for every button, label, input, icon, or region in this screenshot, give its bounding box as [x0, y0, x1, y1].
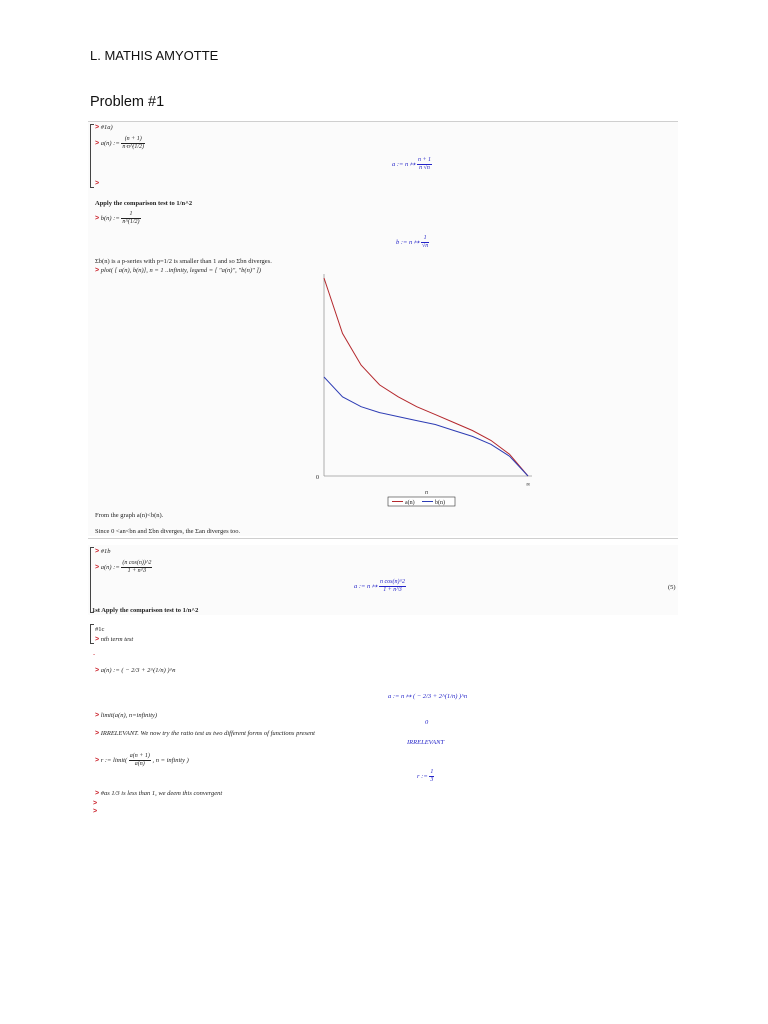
- divider: [88, 121, 678, 122]
- prompt-marker[interactable]: >: [95, 267, 100, 274]
- output-c: a := n ↦ ( − 2/3 + 2^(1/n) )^n: [388, 693, 468, 700]
- prompt-marker[interactable]: >: [95, 548, 100, 555]
- empty-prompt[interactable]: >: [93, 808, 98, 815]
- conclusion-a: Since 0 <an<bn and Σbn diverges, the Σan diverges too.: [95, 528, 241, 535]
- limit-command[interactable]: > limit(a(n), n=infinity): [95, 712, 158, 719]
- graph-note: From the graph a(n)<b(n).: [95, 512, 164, 519]
- author-name: L. MATHIS AMYOTTE: [90, 48, 219, 63]
- final-note[interactable]: > #as 1/3 is less than 1, we deem this convergent: [95, 790, 223, 797]
- prompt-marker[interactable]: >: [95, 563, 100, 571]
- problem-title: Problem #1: [90, 94, 165, 110]
- irrelevant-output: IRRELEVANT: [407, 739, 445, 746]
- series-line-a: [324, 278, 528, 476]
- input-def-c[interactable]: > a(n) := ( − 2/3 + 2^(1/n) )^n: [95, 667, 176, 674]
- input-def-a[interactable]: > a(n) := $\frac{(n + 1)}{n\cdot n\^{}(1/2)}$: [95, 136, 145, 150]
- prompt-marker[interactable]: >: [95, 214, 100, 222]
- output-a: a := n ↦ $\frac{n + 1}{n √n}$: [392, 157, 432, 171]
- origin-label: 0: [316, 475, 319, 481]
- x-end-label: ∞: [526, 482, 531, 488]
- legend-label-b: b(n): [435, 500, 445, 506]
- empty-prompt[interactable]: >: [93, 800, 98, 807]
- root-test-line[interactable]: > nth term test: [95, 636, 134, 643]
- exec-group-bracket: [90, 124, 94, 188]
- ratio-command[interactable]: > r := limit( $\frac{a(n + 1)}{a(n)}$ , n = infinity ): [95, 753, 189, 767]
- x-axis-label: n: [425, 490, 428, 496]
- legend-label-a: a(n): [405, 500, 415, 506]
- ratio-output: r := $\frac{1}{3}$: [417, 769, 434, 783]
- fraction: $\frac{(n + 1)}{n\cdot n\^{}(1/2)}$: [122, 136, 145, 150]
- input-def-b2[interactable]: > a(n) := $\frac{\text{(n cos(n))\textasciicircum{}2}}{1 + n\^{}3}$: [95, 560, 152, 574]
- series-line-b: [324, 377, 528, 476]
- limit-output: 0: [425, 719, 429, 726]
- prompt-marker[interactable]: >: [95, 139, 100, 147]
- part-label[interactable]: #1a): [100, 124, 113, 131]
- prompt-marker[interactable]: >: [95, 756, 100, 764]
- output-b: b := n ↦ $\frac{1}{√n}$: [396, 235, 429, 249]
- part-c-label: #1c: [95, 626, 105, 633]
- plot-a-vs-b: [300, 272, 550, 512]
- prompt-marker[interactable]: >: [95, 730, 100, 737]
- prompt-marker[interactable]: >: [95, 712, 100, 719]
- empty-prompt-marker[interactable]: -: [93, 651, 96, 658]
- prompt-marker[interactable]: >: [95, 636, 100, 643]
- divider: [88, 538, 678, 539]
- prompt-marker[interactable]: >: [95, 790, 100, 797]
- plot-command[interactable]: > plot( [ a(n), b(n)], n = 1 ..infinity, legend = [ "a(n)", "b(n)" ]): [95, 267, 262, 274]
- output-b2: a := n ↦ $\frac{\text{n cos(n)\textasciicircum{}2}}{1 + n\^{}3}$: [354, 579, 406, 593]
- input-def-b[interactable]: > b(n) := $\frac{1}{n\^{}(1/2)}$: [95, 211, 140, 225]
- pseries-note: Σb(n) is a p-series with p=1/2 is smaller than 1 and so Σbn diverges.: [95, 258, 272, 265]
- prompt-marker[interactable]: >: [95, 124, 100, 131]
- label-line: [95, 124, 113, 132]
- exec-group-bracket: [90, 547, 94, 613]
- part-b-note: 1st Apply the comparison test to 1/n^2: [92, 607, 199, 614]
- equation-number: (5): [668, 584, 676, 591]
- empty-prompt[interactable]: >: [95, 180, 100, 187]
- comparison-note: Apply the comparison test to 1/n^2: [95, 200, 193, 207]
- label-line: > #1b: [95, 548, 111, 555]
- irrelevant-command[interactable]: > IRRELEVANT. We now try the ratio test as two different forms of functions present: [95, 730, 315, 737]
- prompt-marker[interactable]: >: [95, 667, 100, 674]
- exec-group-bracket: [90, 624, 94, 644]
